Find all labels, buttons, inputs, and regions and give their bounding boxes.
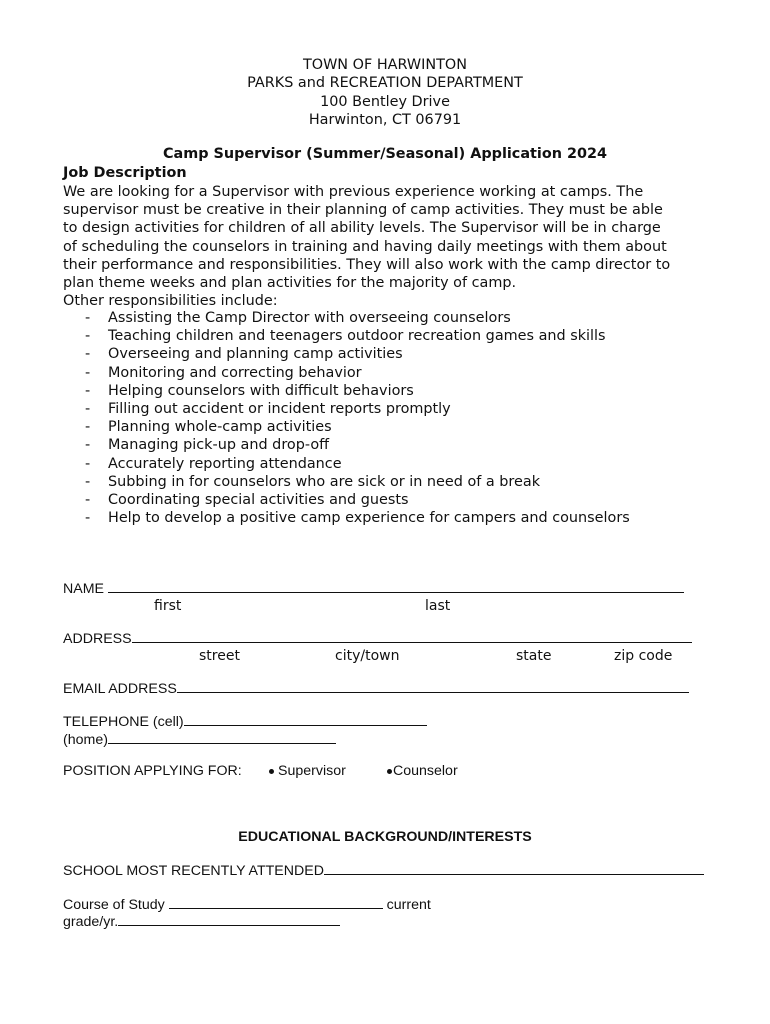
school-field[interactable] bbox=[324, 862, 704, 875]
position-label: POSITION APPLYING FOR: bbox=[63, 763, 242, 779]
course-field[interactable] bbox=[169, 896, 383, 909]
dash-bullet: - bbox=[85, 510, 91, 527]
job-description-text bbox=[63, 183, 723, 310]
address-zip-caption: zip code bbox=[614, 648, 673, 664]
home-phone-field[interactable] bbox=[108, 731, 336, 744]
list-item bbox=[85, 436, 630, 454]
address-state-caption: state bbox=[516, 648, 552, 664]
list-item bbox=[85, 309, 630, 327]
list-item bbox=[85, 345, 630, 363]
description-line: plan theme weeks and plan activities for the majority of camp. bbox=[63, 275, 517, 292]
town-name: TOWN OF HARWINTON bbox=[302, 57, 468, 73]
list-item-text: Monitoring and correcting behavior bbox=[108, 364, 362, 381]
home-phone-row bbox=[63, 731, 336, 748]
counselor-option-label: Counselor bbox=[393, 763, 458, 779]
list-item-text: Coordinating special activities and guests bbox=[108, 492, 409, 509]
description-line: of scheduling the counselors in training and having daily meetings with them about bbox=[63, 238, 667, 255]
current-label: current bbox=[386, 897, 431, 913]
email-field[interactable] bbox=[177, 680, 689, 693]
name-label: NAME bbox=[63, 581, 104, 597]
telephone-row bbox=[63, 713, 427, 730]
job-description-heading: Job Description bbox=[63, 165, 187, 181]
list-item-text: Assisting the Camp Director with overseeing counselors bbox=[108, 310, 511, 326]
course-label: Course of Study bbox=[63, 897, 165, 913]
address-field[interactable] bbox=[132, 630, 692, 643]
address-city-caption: city/town bbox=[335, 648, 400, 664]
dash-bullet: - bbox=[85, 419, 91, 436]
list-item-text: Managing pick-up and drop-off bbox=[108, 437, 330, 454]
dash-bullet: - bbox=[85, 346, 91, 363]
email-label: EMAIL ADDRESS bbox=[63, 681, 177, 697]
position-option-counselor[interactable] bbox=[387, 763, 458, 779]
education-heading: EDUCATIONAL BACKGROUND/INTERESTS bbox=[238, 829, 532, 845]
street-address: 100 Bentley Drive bbox=[320, 93, 450, 110]
description-line: Other responsibilities include: bbox=[63, 293, 278, 310]
grade-field[interactable] bbox=[118, 913, 340, 926]
dash-bullet: - bbox=[85, 310, 91, 326]
list-item bbox=[85, 418, 630, 436]
name-field[interactable] bbox=[108, 580, 684, 593]
school-label: SCHOOL MOST RECENTLY ATTENDED bbox=[63, 863, 324, 879]
list-item-text: Helping counselors with difficult behaviors bbox=[108, 382, 414, 399]
cell-phone-field[interactable] bbox=[184, 713, 427, 726]
home-label: (home) bbox=[63, 732, 108, 748]
list-item-text: Overseeing and planning camp activities bbox=[108, 346, 403, 363]
letterhead bbox=[0, 56, 770, 130]
list-item bbox=[85, 473, 630, 491]
description-line: supervisor must be creative in their planning of camp activities. They must be able bbox=[63, 202, 663, 219]
grade-label: grade/yr. bbox=[63, 914, 119, 930]
course-row bbox=[63, 896, 431, 913]
address-row bbox=[63, 630, 692, 647]
list-item-text: Help to develop a positive camp experience for campers and counselors bbox=[108, 510, 630, 527]
position-option-supervisor[interactable] bbox=[269, 763, 346, 779]
supervisor-option-label: Supervisor bbox=[278, 763, 346, 779]
address-label: ADDRESS bbox=[63, 631, 132, 647]
bullet-icon bbox=[269, 769, 274, 774]
name-last-caption: last bbox=[425, 598, 451, 614]
description-line: We are looking for a Supervisor with previous experience working at camps. The bbox=[63, 184, 644, 200]
dash-bullet: - bbox=[85, 328, 91, 345]
dash-bullet: - bbox=[85, 492, 91, 509]
dash-bullet: - bbox=[85, 437, 91, 454]
grade-row bbox=[63, 913, 340, 930]
list-item-text: Planning whole-camp activities bbox=[108, 419, 332, 436]
description-line: to design activities for children of all ability levels. The Supervisor will be in charge bbox=[63, 220, 661, 237]
department-name: PARKS and RECREATION DEPARTMENT bbox=[247, 75, 523, 92]
list-item bbox=[85, 455, 630, 473]
dash-bullet: - bbox=[85, 364, 91, 381]
list-item-text: Subbing in for counselors who are sick or in need of a break bbox=[108, 473, 541, 490]
list-item-text: Teaching children and teenagers outdoor recreation games and skills bbox=[108, 328, 606, 345]
dash-bullet: - bbox=[85, 473, 91, 490]
bullet-icon bbox=[387, 769, 392, 774]
list-item bbox=[85, 327, 630, 345]
list-item-text: Filling out accident or incident reports promptly bbox=[108, 401, 451, 418]
telephone-label: TELEPHONE (cell) bbox=[63, 714, 184, 730]
list-item bbox=[85, 509, 630, 527]
dash-bullet: - bbox=[85, 455, 91, 472]
dash-bullet: - bbox=[85, 382, 91, 399]
list-item bbox=[85, 400, 630, 418]
email-row bbox=[63, 680, 689, 697]
name-first-caption: first bbox=[154, 598, 182, 614]
description-line: their performance and responsibilities. They will also work with the camp director to bbox=[63, 256, 671, 273]
name-row bbox=[63, 580, 684, 597]
city-state-zip: Harwinton, CT 06791 bbox=[308, 112, 462, 129]
page-title: Camp Supervisor (Summer/Seasonal) Application 2024 bbox=[162, 146, 608, 162]
school-row bbox=[63, 862, 704, 879]
list-item bbox=[85, 364, 630, 382]
list-item bbox=[85, 382, 630, 400]
dash-bullet: - bbox=[85, 401, 91, 418]
responsibilities-list bbox=[85, 309, 630, 527]
list-item bbox=[85, 491, 630, 509]
address-street-caption: street bbox=[199, 648, 240, 664]
list-item-text: Accurately reporting attendance bbox=[108, 455, 342, 472]
